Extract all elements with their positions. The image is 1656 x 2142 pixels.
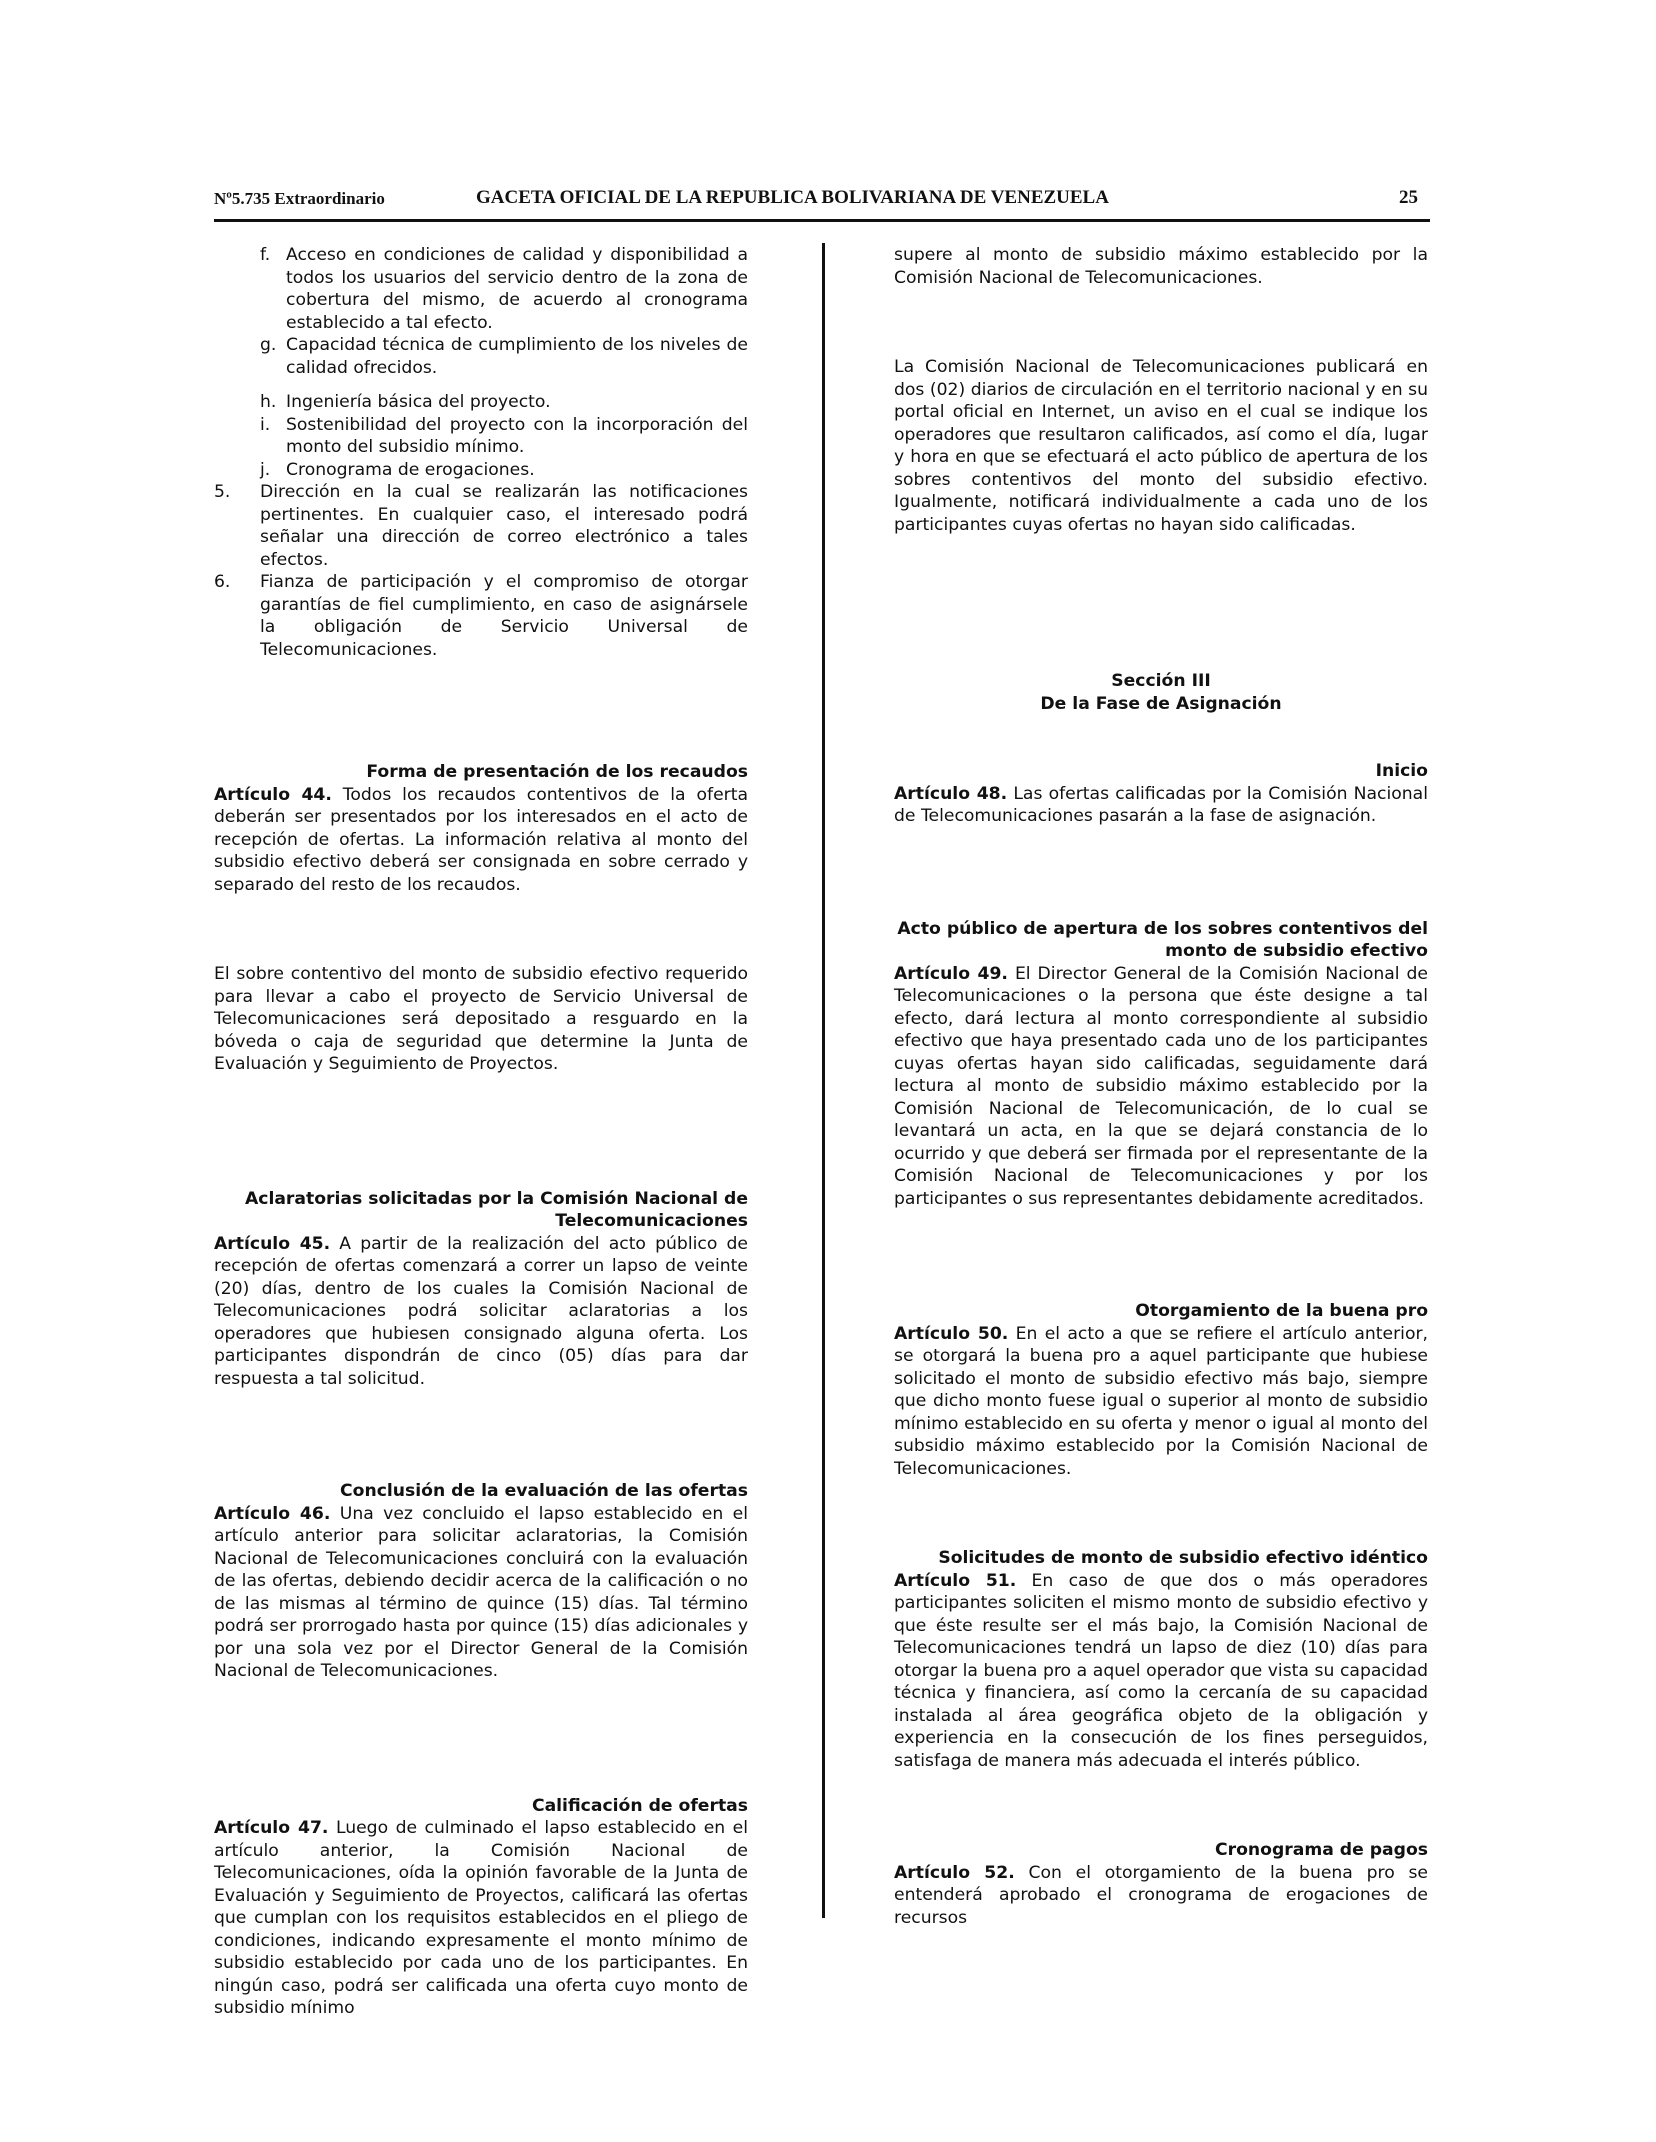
article-heading: Cronograma de pagos — [1215, 1840, 1428, 1860]
article-heading: Aclaratorias solicitadas por la Comisión Nacional de — [244, 1188, 748, 1209]
section-title: De la Fase de Asignación — [1040, 693, 1282, 714]
article-heading: monto de subsidio efectivo — [1165, 941, 1428, 961]
gazette-title: GACETA OFICIAL DE LA REPUBLICA BOLIVARIANA DE VENEZUELA — [476, 187, 1109, 208]
article-51: Artículo 51. En caso de que dos o más operadores participantes soliciten el mismo monto de subsidio efectivo y que éste resulte ser el más bajo, la Comisión Nacional de Telecomunicaciones tendrá un lapso de diez (10) días para otorgar la buena pro a aquel operador que vista su capacidad técnica y financiera, así como la cercanía de su capacidad instalada al área geográfica objeto de la obligación y experiencia en la consecución de los fines perseguidos, satisfaga de manera más adecuada el interés público. — [894, 1570, 1428, 1771]
article-heading: Calificación de ofertas — [531, 1795, 748, 1816]
article-49: Artículo 49. El Director General de la Comisión Nacional de Telecomunicaciones o la persona que éste designe a tal efecto, dará lectura al monto correspondiente al subsidio efectivo que haya presentado cada uno de los participantes cuyas ofertas hayan sido calificadas, seguidamente dará lectura al monto de subsidio máximo establecido por la Comisión Nacional de Telecomunicación, de lo cual se levantará un acta, en la que se dejará constancia de lo ocurrido y que deberá ser firmada por el representante de la Comisión Nacional de Telecomunicaciones y por los participantes o sus representantes debidamente acreditados. — [894, 963, 1428, 1209]
article-47: Artículo 47. Luego de culminado el lapso establecido en el artículo anterior, la Comisión Nacional de Telecomunicaciones, oída la opinión favorable de la Junta de Evaluación y Seguimiento de Proyectos, calificará las ofertas que cumplan con los requisitos establecidos en el pliego de condiciones, indicando expresamente el monto mínimo de subsidio establecido por cada uno de los participantes. En ningún caso, podrá ser calificada una oferta cuyo monto de subsidio mínimo — [214, 1818, 748, 2018]
article-heading: Solicitudes de monto de subsidio efectivo idéntico — [938, 1548, 1428, 1568]
right-column — [894, 244, 1428, 1929]
article-paragraph: La Comisión Nacional de Telecomunicaciones publicará en dos (02) diarios de circulación en el territorio nacional y en su portal oficial en Internet, un aviso en el cual se indique los operadores que resultaron calificados, así como el día, lugar y hora en que se efectuará el acto público de apertura de los sobres contentivos del monto del subsidio efectivo. Igualmente, notificará individualmente a cada uno de los participantes cuyas ofertas no hayan sido calificadas. — [894, 357, 1428, 535]
article-48: Artículo 48. Las ofertas calificadas por la Comisión Nacional de Telecomunicaciones pasarán a la fase de asignación. — [894, 783, 1428, 826]
list-item: 6. Fianza de participación y el compromiso de otorgar garantías de fiel cumplimiento, en caso de asignársele la obligación de Servicio Universal de Telecomunicaciones. — [214, 572, 748, 660]
list-item: j. Cronograma de erogaciones. — [260, 459, 535, 480]
gazette-header — [214, 187, 1430, 222]
article-47-continuation: supere al monto de subsidio máximo establecido por la Comisión Nacional de Telecomunicaciones. — [894, 245, 1428, 288]
list-item: g. Capacidad técnica de cumplimiento de los niveles de calidad ofrecidos. — [260, 335, 748, 378]
issue-number: Nº5.735 Extraordinario — [214, 189, 385, 208]
article-50: Artículo 50. En el acto a que se refiere el artículo anterior, se otorgará la buena pro a aquel participante que hubiese solicitado el monto de subsidio efectivo más bajo, siempre que dicho monto fuese igual o superior al monto de subsidio mínimo establecido en su oferta y menor o igual al monto del subsidio máximo establecido por la Comisión Nacional de Telecomunicaciones. — [894, 1323, 1428, 1479]
column-divider — [822, 243, 825, 1918]
article-heading: Telecomunicaciones — [555, 1211, 748, 1231]
article-45: Artículo 45. A partir de la realización del acto público de recepción de ofertas comenzará a correr un lapso de veinte (20) días, dentro de los cuales la Comisión Nacional de Telecomunicaciones podrá solicitar aclaratorias a los operadores que hubiesen consignado alguna oferta. Los participantes dispondrán de cinco (05) días para dar respuesta a tal solicitud. — [214, 1233, 748, 1389]
article-heading: Acto público de apertura de los sobres contentivos del — [897, 918, 1428, 939]
article-52: Artículo 52. Con el otorgamiento de la buena pro se entenderá aprobado el cronograma de erogaciones de recursos — [894, 1862, 1428, 1928]
article-heading: Otorgamiento de la buena pro — [1135, 1301, 1428, 1321]
section-number: Sección III — [1111, 671, 1211, 691]
article-heading: Conclusión de la evaluación de las ofertas — [340, 1481, 748, 1501]
list-item: 5. Dirección en la cual se realizarán las notificaciones pertinentes. En cualquier caso, el interesado podrá señalar una dirección de correo electrónico a tales efectos. — [214, 482, 748, 570]
article-heading: Inicio — [1375, 761, 1428, 781]
page-number: 25 — [1399, 187, 1418, 208]
left-column — [214, 244, 748, 2020]
article-46: Artículo 46. Una vez concluido el lapso establecido en el artículo anterior para solicitar aclaratorias, la Comisión Nacional de Telecomunicaciones concluirá con la evaluación de las ofertas, debiendo decidir acerca de la calificación o no de las mismas al término de quince (15) días. Tal término podrá ser prorrogado hasta por quince (15) días adicionales y por una sola vez por el Director General de la Comisión Nacional de Telecomunicaciones. — [214, 1503, 748, 1681]
list-item: i. Sostenibilidad del proyecto con la incorporación del monto del subsidio mínimo. — [260, 414, 748, 457]
list-item: h. Ingeniería básica del proyecto. — [260, 392, 551, 412]
article-44: Artículo 44. Todos los recaudos contentivos de la oferta deberán ser presentados por los interesados en el acto de recepción de ofertas. La información relativa al monto del subsidio efectivo deberá ser consignada en sobre cerrado y separado del resto de los recaudos. — [214, 784, 748, 895]
list-item: f. Acceso en condiciones de calidad y disponibilidad a todos los usuarios del servicio dentro de la zona de cobertura del mismo, de acuerdo al cronograma establecido a tal efecto. — [260, 245, 748, 333]
article-paragraph: El sobre contentivo del monto de subsidio efectivo requerido para llevar a cabo el proyecto de Servicio Universal de Telecomunicaciones será depositado a resguardo en la bóveda o caja de seguridad que determine la Junta de Evaluación y Seguimiento de Proyectos. — [214, 964, 748, 1074]
article-heading: Forma de presentación de los recaudos — [366, 762, 748, 782]
